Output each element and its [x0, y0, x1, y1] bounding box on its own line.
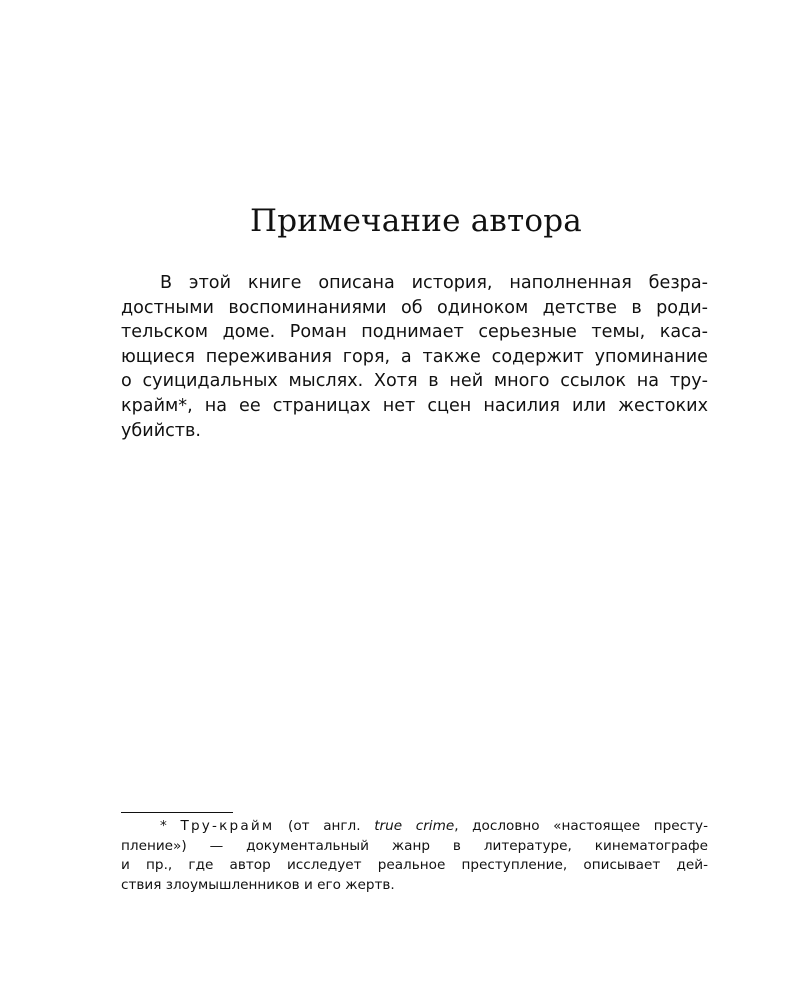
paragraph-line: ющиеся переживания горя, а также содержит упоминание	[121, 346, 708, 367]
footnote-italic-term: true crime	[374, 818, 455, 834]
footnote-line: пление») — документальный жанр в литературе, кинематографе	[121, 837, 708, 854]
paragraph-line: В этой книге описана история, наполненная безра-	[160, 273, 708, 293]
footnote-text: (от англ.	[274, 818, 375, 834]
paragraph-line: убийств.	[121, 420, 202, 441]
footnote-line: ствия злоумышленников и его жертв.	[121, 876, 395, 893]
footnote-term: Тру-крайм	[180, 818, 275, 834]
footnote-line: и пр., где автор исследует реальное преступление, описывает дей-	[121, 857, 708, 874]
paragraph-line: крайм*, на ее страницах нет сцен насилия или жестоких	[121, 395, 708, 416]
footnote	[121, 817, 708, 895]
paragraph-line: о суицидальных мыслях. Хотя в ней много ссылок на тру-	[121, 371, 708, 392]
page-title: Примечание автора	[250, 203, 582, 239]
footnote-marker: *	[160, 818, 181, 834]
footnote-text: , дословно «настоящее престу-	[454, 818, 708, 834]
footnote-divider	[121, 812, 233, 813]
paragraph-line: тельском доме. Роман поднимает серьезные темы, каса-	[121, 322, 708, 343]
paragraph-line: достными воспоминаниями об одиноком детстве в роди-	[121, 297, 708, 318]
author-note-paragraph	[121, 271, 708, 443]
footnote-line	[121, 817, 708, 837]
